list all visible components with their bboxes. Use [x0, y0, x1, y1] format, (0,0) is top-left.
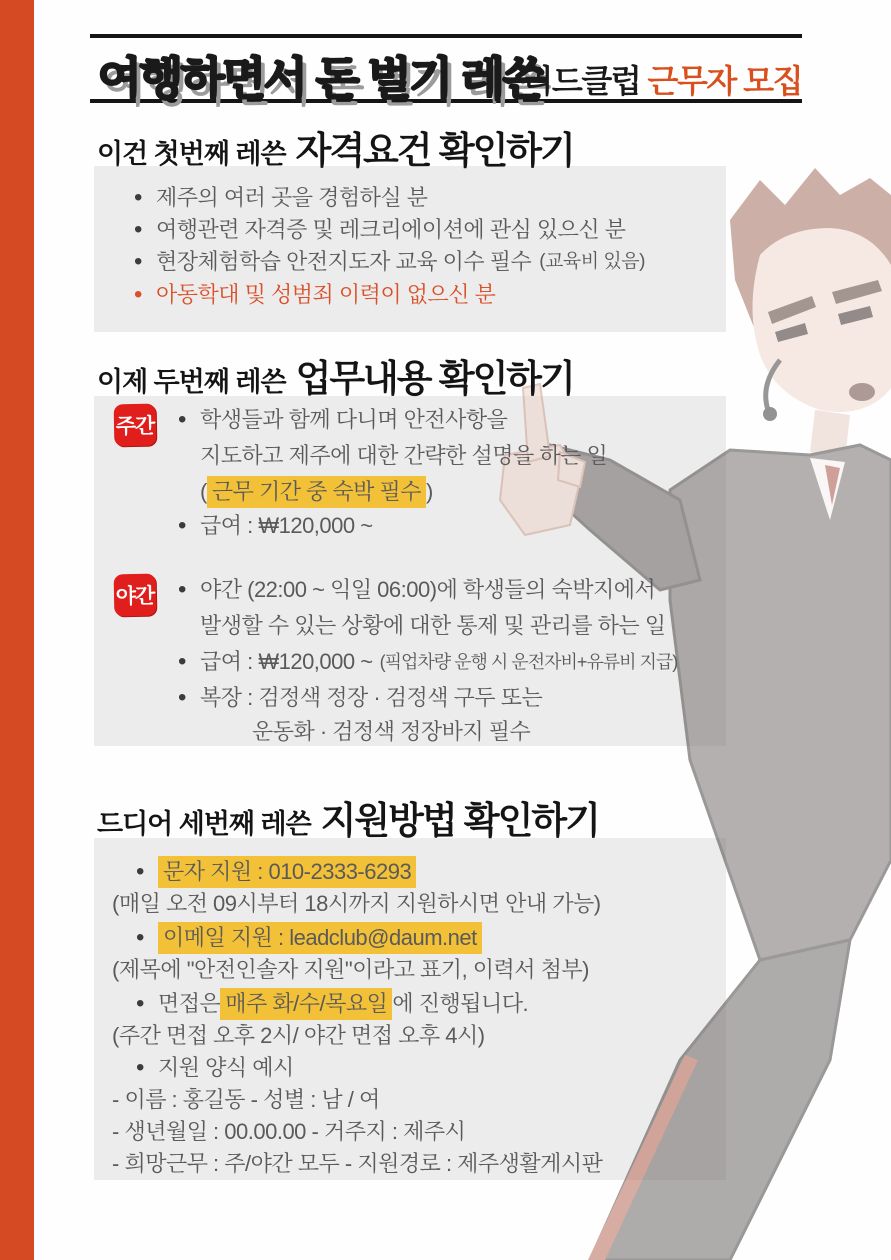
- form-example-line: [112, 1150, 602, 1178]
- bullet-dot: •: [136, 1054, 144, 1081]
- night-pay-text: 급여 : ₩120,000 ~: [200, 649, 373, 674]
- bullet-dot: •: [134, 248, 142, 275]
- qualification-text-warning: 아동학대 및 성범죄 이력이 없으신 분: [156, 282, 496, 307]
- recruit-subtitle: [523, 56, 803, 102]
- man-mouth: [849, 383, 875, 401]
- day-pay-text: 급여 : ₩120,000 ~: [200, 513, 373, 538]
- page-title: 여행하면서 돈 벌기 레쓴: [98, 53, 545, 104]
- section2-lead: 이제 두번째 레쓴: [97, 367, 286, 397]
- form-example-text: - 이름 : 홍길동 - 성별 : 남 / 여: [112, 1087, 380, 1112]
- sms-apply-line: [136, 856, 416, 888]
- sms-hours-text: (매일 오전 09시부터 18시까지 지원하시면 안내 가능): [112, 891, 601, 916]
- dress-code-line: [252, 718, 530, 746]
- bullet-dot: •: [136, 924, 144, 951]
- qualification-text: 제주의 여러 곳을 경험하실 분: [156, 185, 428, 210]
- bullet-dot: •: [178, 684, 186, 711]
- interview-days-highlight: 매주 화/수/목요일: [220, 988, 392, 1020]
- qualification-text: 현장체험학습 안전지도자 교육 이수 필수: [156, 249, 532, 274]
- bullet-dot: •: [134, 216, 142, 243]
- brand-label: 리드클럽: [522, 63, 641, 99]
- night-pay-note: (픽업차량 운행 시 운전자비+유류비 지급): [379, 652, 678, 672]
- bullet-dot: •: [136, 858, 144, 885]
- email-note-line: [112, 956, 589, 984]
- dress-code-text: 복장 : 검정색 정장 · 검정색 구두 또는: [200, 685, 543, 710]
- section3-emph: 지원방법 확인하기: [320, 800, 599, 841]
- interview-time-text: (주간 면접 오후 2시/ 야간 면접 오후 4시): [112, 1023, 485, 1048]
- day-duty-text: 지도하고 제주에 대한 간략한 설명을 하는 일: [200, 443, 608, 468]
- form-example-title: [136, 1054, 294, 1082]
- email-apply-line: [136, 922, 482, 954]
- email-apply-highlight: 이메일 지원 : leadclub@daum.net: [158, 922, 482, 954]
- recruit-label: 근무자 모집: [647, 63, 802, 99]
- section2-emph: 업무내용 확인하기: [295, 358, 574, 399]
- bullet-dot: •: [134, 281, 142, 308]
- interview-time-note: [112, 1022, 485, 1050]
- night-pay-line: [178, 648, 677, 676]
- qualification-item: [134, 184, 427, 212]
- form-example-text: - 생년월일 : 00.00.00 - 거주지 : 제주시: [112, 1119, 466, 1144]
- sms-apply-highlight: 문자 지원 : 010-2333-6293: [158, 856, 416, 888]
- paren-close: ): [426, 479, 433, 504]
- qualification-item-warning: [134, 281, 495, 309]
- dress-code-text: 운동화 · 검정색 정장바지 필수: [252, 719, 531, 744]
- top-rule: [90, 34, 802, 38]
- day-lodging-line: [200, 476, 433, 508]
- night-shift-badge: 야간: [114, 574, 157, 617]
- man-suit-torso: [670, 445, 891, 960]
- section3-heading: [97, 790, 599, 844]
- qualification-note: (교육비 있음): [539, 251, 645, 272]
- day-pay-line: [178, 512, 373, 540]
- left-accent-stripe: [0, 0, 34, 1260]
- day-duty-line: [200, 442, 607, 470]
- day-shift-badge: 주간: [114, 404, 157, 447]
- bullet-dot: •: [178, 648, 186, 675]
- interview-line: [136, 988, 528, 1020]
- form-example-text: - 희망근무 : 주/야간 모두 - 지원경로 : 제주생활게시판: [112, 1151, 603, 1176]
- interview-post: 에 진행됩니다.: [392, 991, 529, 1016]
- paren-open: (: [200, 479, 207, 504]
- dress-code-line: [178, 684, 542, 712]
- bullet-dot: •: [178, 512, 186, 539]
- night-duty-text: 발생할 수 있는 상황에 대한 통제 및 관리를 하는 일: [200, 613, 666, 638]
- headset-mic: [763, 407, 777, 421]
- email-note-text: (제목에 "안전인솔자 지원"이라고 표기, 이력서 첨부): [112, 957, 589, 982]
- section1-emph: 자격요건 확인하기: [295, 130, 574, 171]
- night-duty-text: 야간 (22:00 ~ 익일 06:00)에 학생들의 숙박지에서: [200, 577, 656, 602]
- qualification-text: 여행관련 자격증 및 레크리에이션에 관심 있으신 분: [156, 217, 626, 242]
- form-example-line: [112, 1086, 380, 1114]
- night-duty-line: [178, 576, 655, 604]
- section2-heading: [97, 348, 574, 402]
- bullet-dot: •: [134, 184, 142, 211]
- qualification-item: [134, 216, 625, 244]
- qualification-item: [134, 248, 645, 276]
- night-duty-line: [200, 612, 666, 640]
- man-legs: [590, 940, 850, 1260]
- section1-heading: [97, 120, 574, 174]
- lodging-highlight: 근무 기간 중 숙박 필수: [207, 476, 426, 508]
- day-duty-text: 학생들과 함께 다니며 안전사항을: [200, 407, 508, 432]
- section1-lead: 이건 첫번째 레쓴: [97, 139, 286, 169]
- bullet-dot: •: [178, 406, 186, 433]
- day-duty-line: [178, 406, 507, 434]
- sms-hours-note: [112, 890, 601, 918]
- bullet-dot: •: [178, 576, 186, 603]
- form-example-text: 지원 양식 예시: [158, 1055, 294, 1080]
- bullet-dot: •: [136, 990, 144, 1017]
- form-example-line: [112, 1118, 465, 1146]
- interview-pre: 면접은: [158, 991, 221, 1016]
- section3-lead: 드디어 세번째 레쓴: [97, 809, 311, 839]
